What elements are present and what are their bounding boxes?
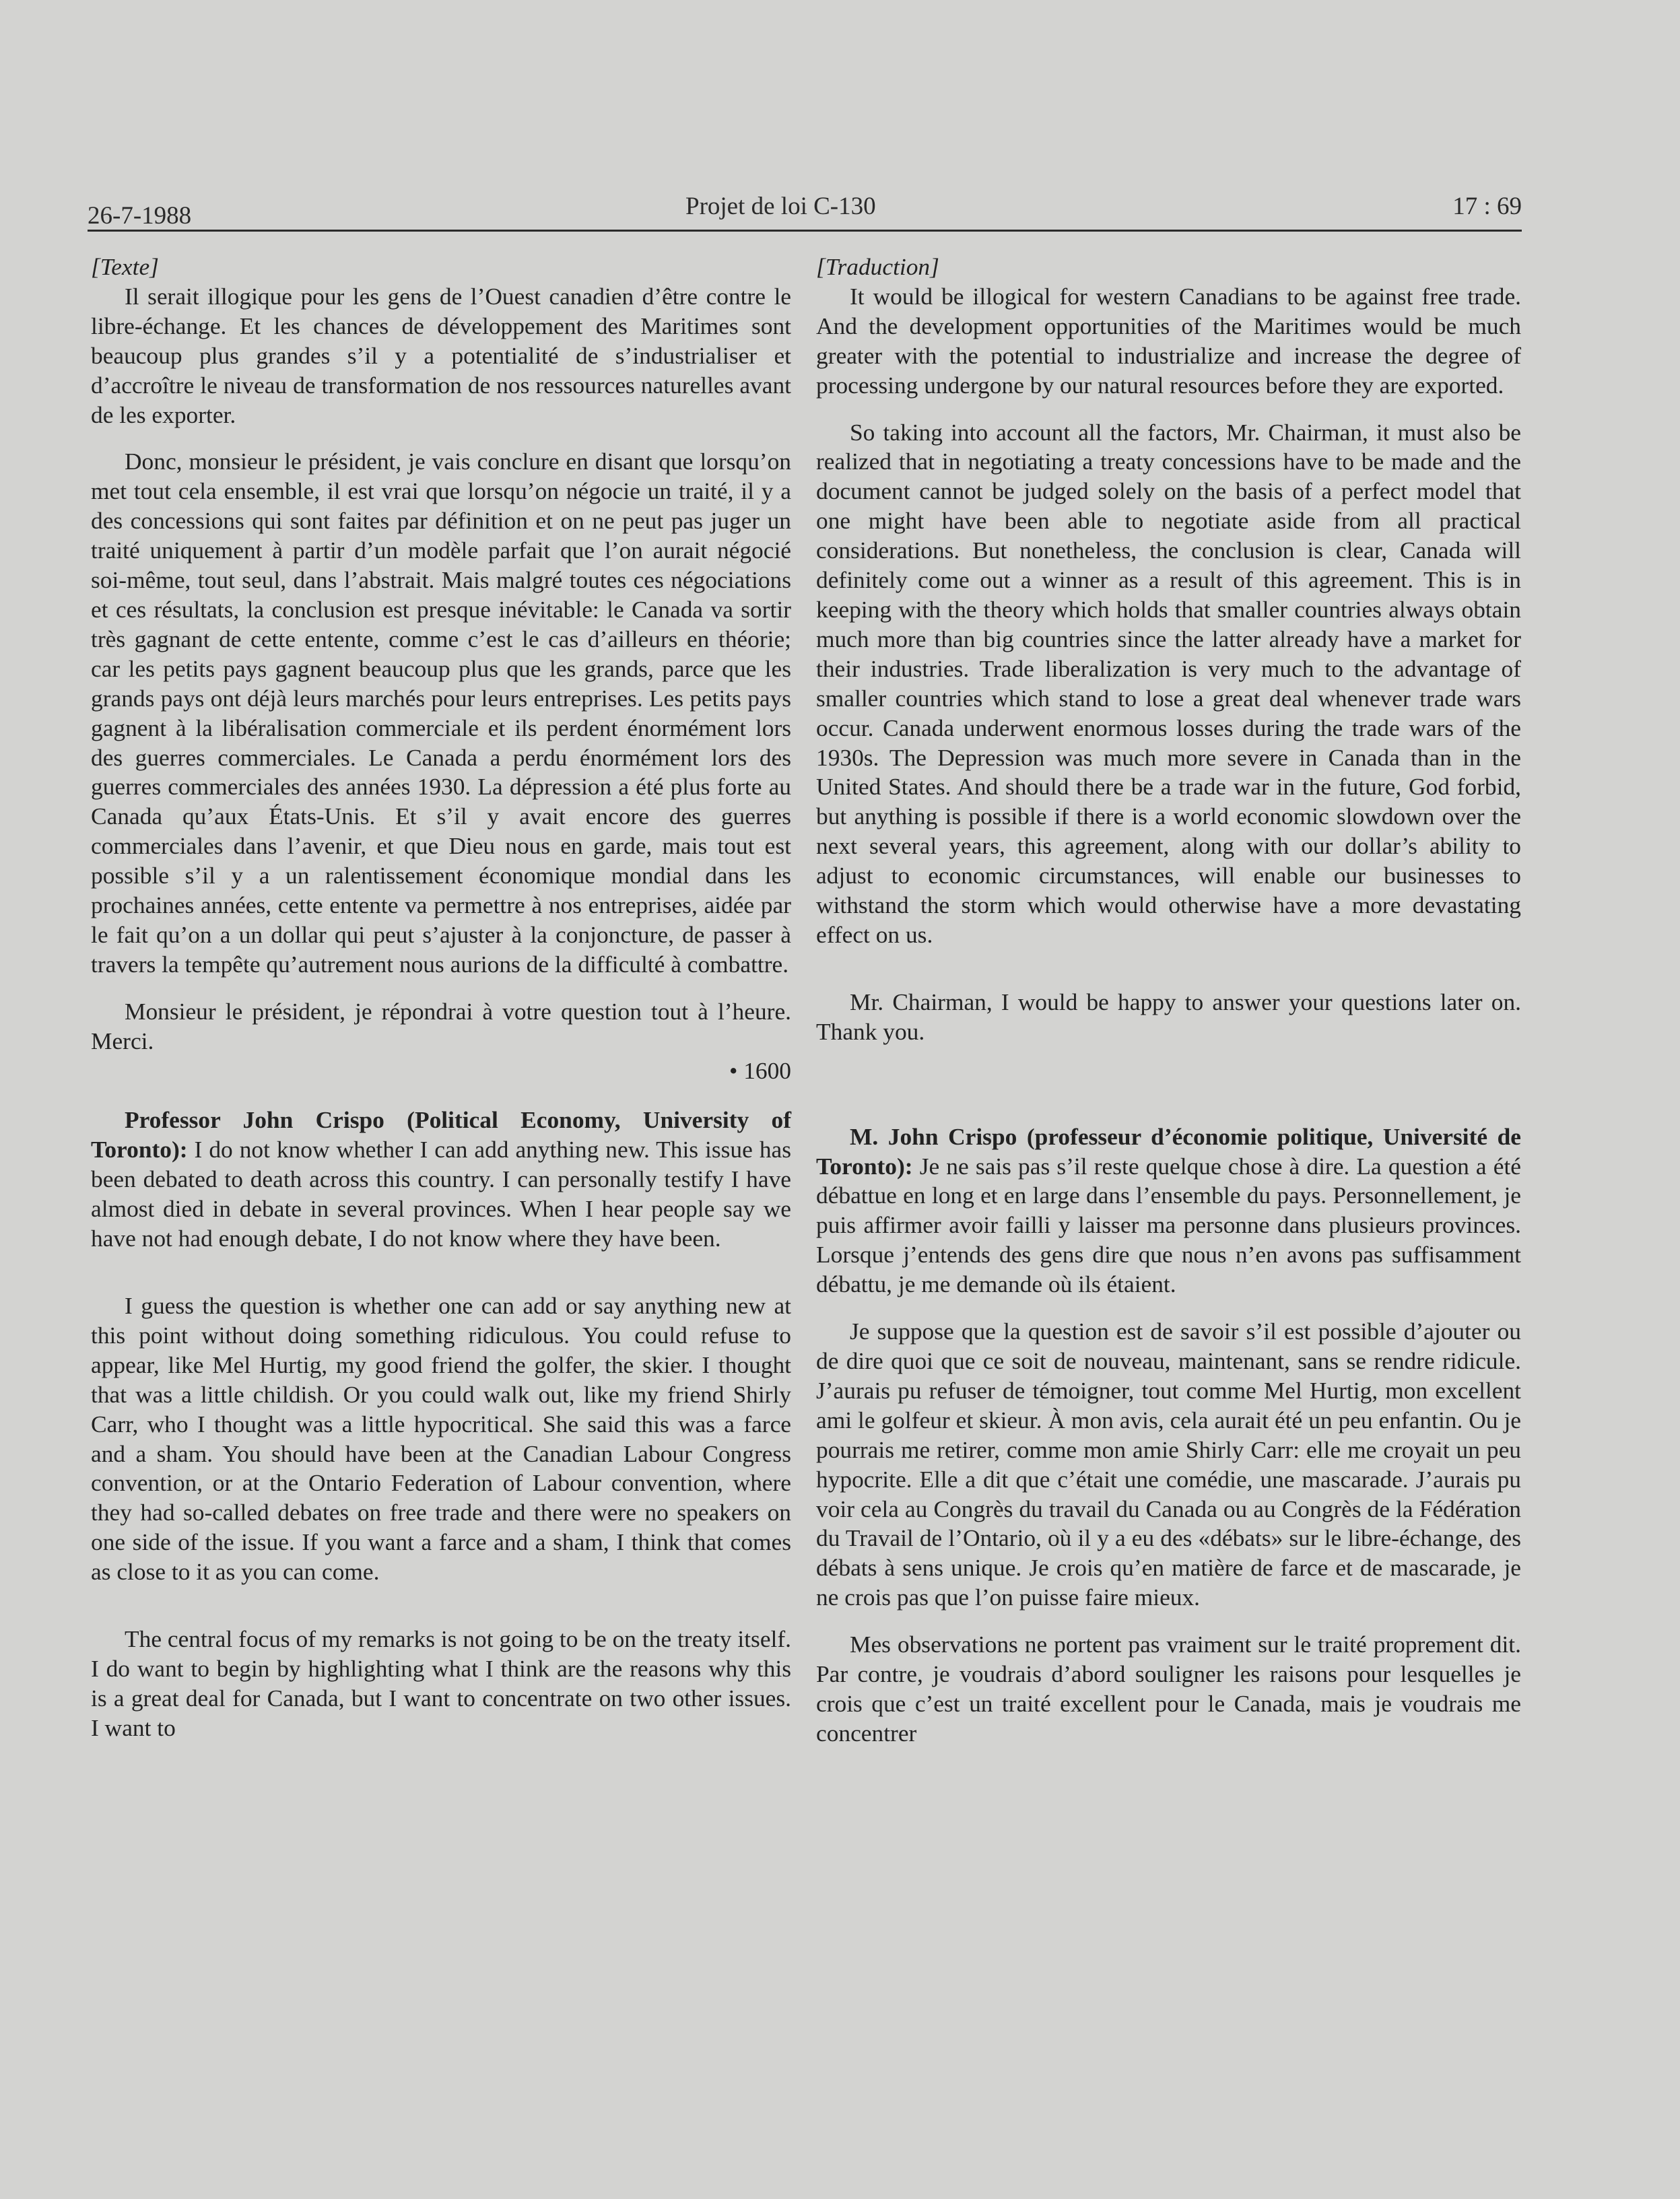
left-paragraph-3: Monsieur le président, je répondrai à votre question tout à l’heure. Merci. <box>91 997 791 1054</box>
header-date: 26-7-1988 <box>88 202 192 230</box>
time-marker: • 1600 <box>729 1056 791 1084</box>
left-paragraph-4-text: I do not know whether I can add anything new. This issue has been debated to death across this country. I can personally testify I have almost died in debate in several provinces. When I hear people say we have not had enough debate, I do not know where they have been. <box>91 1136 791 1252</box>
left-speaker-name: Professor John Crispo (Political Economy, University of Toronto): <box>91 1106 791 1163</box>
page-header <box>88 191 1522 231</box>
left-paragraph-6: The central focus of my remarks is not going to be on the treaty itself. I do want to begin by highlighting what I think are the reasons why this is a great deal for Canada, but I want to concentrate on two other issues. I want to <box>91 1625 791 1741</box>
left-paragraph-1: Il serait illogique pour les gens de l’Ouest canadien d’être contre le libre-échange. Et les chances de développement des Maritimes sont beaucoup plus grandes s’il y a potentialité de s’industrialiser et d’accroître le niveau de transformation de nos ressources naturelles avant de les exporter. <box>91 282 791 428</box>
right-paragraph-2: So taking into account all the factors, Mr. Chairman, it must also be realized that in negotiating a treaty concessions have to be made and the document cannot be judged solely on the basis of a perfect model that one might have been able to negotiate aside from all practical considerations. But nonetheless, the conclusion is clear, Canada will definitely come out a winner as a result of this agreement. This is in keeping with the theory which holds that smaller countries always obtain much more than big countries since the latter already have a market for their industries. Trade liberalization is very much to the advantage of smaller countries which stand to lose a great deal whenever trade wars occur. Canada underwent enormous losses during the trade wars of the 1930s. The Depression was much more severe in Canada than in the United States. And should there be a trade war in the future, God forbid, but anything is possible if there is a world economic slowdown over the next several years, this agreement, along with our dollar’s ability to adjust to economic circumstances, will enable our businesses to withstand the storm which would otherwise have a more devastating effect on us. <box>816 418 1521 948</box>
header-page-number: 17 : 69 <box>1452 193 1522 220</box>
header-rule <box>88 230 1522 232</box>
right-paragraph-4 <box>816 1122 1521 1299</box>
right-paragraph-3: Mr. Chairman, I would be happy to answer your questions later on. Thank you. <box>816 988 1521 1045</box>
right-paragraph-6: Mes observations ne portent pas vraiment sur le traité proprement dit. Par contre, je voudrais d’abord souligner les raisons pour lesquelles je crois que c’est un traité excellent pour le Canada, mais je voudrais me concentrer <box>816 1631 1521 1747</box>
left-paragraph-5: I guess the question is whether one can add or say anything new at this point without doing something ridiculous. You could refuse to appear, like Mel Hurtig, my good friend the golfer, the skier. I thought that was a little childish. Or you could walk out, like my friend Shirly Carr, who I thought was a little hypocritical. She said this was a farce and a sham. You should have been at the Canadian Labour Congress convention, or at the Ontario Federation of Labour convention, where they had so-called debates on free trade and there were no speakers on one side of the issue. If you want a farce and a sham, I think that comes as close to it as you can come. <box>91 1292 791 1586</box>
left-paragraph-2: Donc, monsieur le président, je vais conclure en disant que lorsqu’on met tout cela ensemble, il est vrai que lorsqu’on négocie un traité, il y a des concessions qui sont faites par définition et on ne peut pas juger un traité uniquement à partir d’un modèle parfait que l’on aurait négocié soi-même, tout seul, dans l’abstrait. Mais malgré toutes ces négociations et ces résultats, la conclusion est presque inévitable: le Canada va sortir très gagnant de cette entente, comme c’est le cas d’ailleurs en théorie; car les petits pays gagnent beaucoup plus que les grands, parce que les grands pays ont déjà leurs marchés pour leurs entreprises. Les petits pays gagnent à la libéralisation commerciale et ils perdent énormément lors des guerres commerciales. Le Canada a perdu énormément lors des guerres commerciales des années 1930. La dépression a été plus forte au Canada qu’aux États-Unis. Et s’il y avait encore des guerres commerciales dans l’avenir, et que Dieu nous en garde, mais tout est possible s’il y a un ralentissement économique mondial dans les prochaines années, cette entente va permettre à nos entreprises, aidée par le fait qu’on a un dollar qui peut s’ajuster à la conjoncture, de passer à travers la tempête qu’autrement nous aurions de la difficulté à combattre. <box>91 448 791 978</box>
left-column <box>91 252 791 1743</box>
right-speaker-name: M. John Crispo (professeur d’économie politique, Université de Toronto): <box>816 1122 1521 1180</box>
left-paragraph-4 <box>91 1106 791 1254</box>
right-section-tag: [Traduction] <box>816 253 939 280</box>
right-column <box>816 252 1521 1749</box>
right-paragraph-1: It would be illogical for western Canadians to be against free trade. And the development opportunities of the Maritimes would be much greater with the potential to industrialize and increase the degree of processing undergone by our natural resources before they are exported. <box>816 282 1521 399</box>
right-paragraph-5: Je suppose que la question est de savoir s’il est possible d’ajouter ou de dire quoi que ce soit de nouveau, maintenant, sans se rendre ridicule. J’aurais pu refuser de témoigner, tout comme Mel Hurtig, mon excellent ami le golfeur et skieur. À mon avis, cela aurait été un peu enfantin. Ou je pourrais me retirer, comme mon amie Shirly Carr: elle me croyait un peu hypocrite. Elle a dit que c’était une comédie, une mascarade. J’aurais pu voir cela au Congrès du travail du Canada ou au Congrès de la Fédération du Travail de l’Ontario, où il y a eu des «débats» sur le libre-échange, des débats à sens unique. Je crois qu’en matière de farce et de mascarade, je ne crois pas que l’on puisse faire mieux. <box>816 1318 1521 1611</box>
right-paragraph-4-text: Je ne sais pas s’il reste quelque chose à dire. La question a été débattue en long et en large dans l’ensemble du pays. Personnellement, je puis affirmer avoir failli y laisser ma personne dans plusieurs provinces. Lorsque j’entends des gens dire que nous n’en avons pas suffisamment débattu, je me demande où ils étaient. <box>816 1152 1521 1298</box>
header-title: Projet de loi C-130 <box>685 193 876 220</box>
left-section-tag: [Texte] <box>91 253 159 280</box>
